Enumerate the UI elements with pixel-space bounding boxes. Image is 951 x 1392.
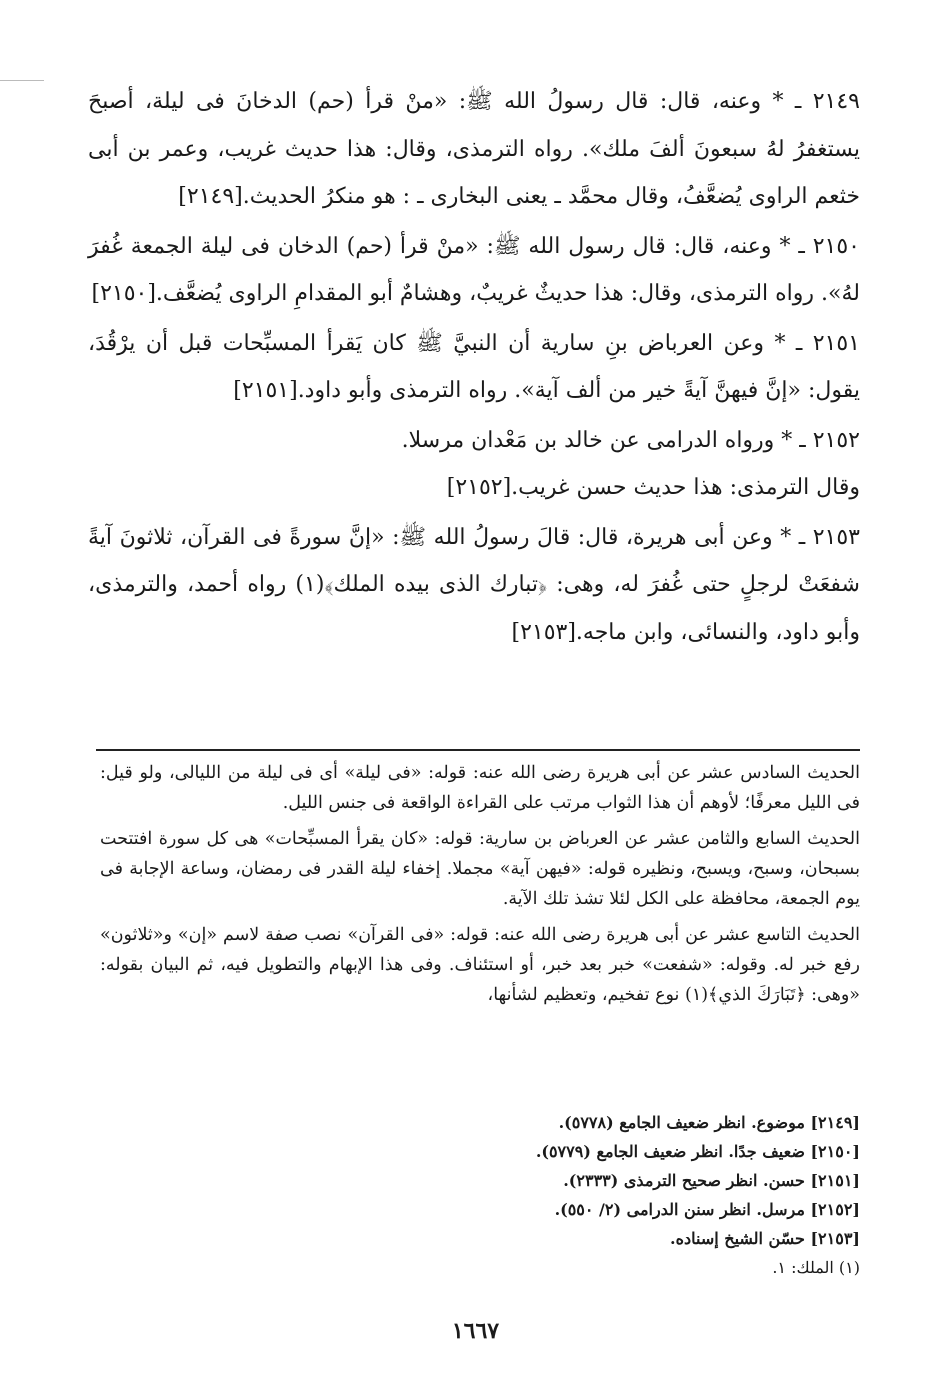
commentary-paragraph: الحديث التاسع عشر عن أبى هريرة رضى الله عنه: قوله: «فى القرآن» نصب صفة لاسم «إن» و«ثلاثون» رفع خبر له. وقوله: «شفعت» خبر بعد خبر، أو استئناف. وفى هذا الإبهام والتطويل فيه، ثم البيان بقوله: «وهى: ﴿تَبَارَكَ الذي﴾(١) نوع تفخيم، وتعظيم لشأنها، — [100, 925, 860, 1005]
footnote-2149: [٢١٤٩] موضوع. انظر ضعيف الجامع (٥٧٧٨). — [558, 1113, 860, 1132]
margin-mark — [0, 80, 44, 81]
hadith-text-block — [88, 78, 860, 658]
footnote-1: (١) الملك: ١. — [772, 1258, 860, 1277]
hadith-2150: ٢١٥٠ ـ * وعنه، قال: قال رسول الله ﷺ: «منْ قرأ (حم) الدخان فى ليلة الجمعة غُفرَ لهُ». رواه الترمذى، وقال: هذا حديثٌ غريبٌ، وهشامٌ أبو المقدامِ الراوى يُضعَّف.[٢١٥٠] — [88, 233, 860, 306]
footnote-2150: [٢١٥٠] ضعيف جدًا. انظر ضعيف الجامع (٥٧٧٩). — [535, 1142, 860, 1161]
hadith-2152: ٢١٥٢ ـ * ورواه الدرامى عن خالد بن مَعْدان مرسلا. — [401, 427, 860, 453]
commentary-paragraph: الحديث السادس عشر عن أبى هريرة رضى الله عنه: قوله: «فى ليلة» أى فى ليلة من الليالى، ولو قيل: فى الليل معرفًا؛ لأوهم أن هذا الثواب مرتب على القراءة الواقعة فى جنس الليل. — [100, 763, 860, 813]
hadith-2153: ٢١٥٣ ـ * وعن أبى هريرة، قال: قالَ رسولُ الله ﷺ: «إنَّ سورةً فى القرآن، ثلاثونَ آيةً شفعَتْ لرجلٍ حتى غُفرَ له، وهى: ﴿تبارك الذى بيده الملك﴾(١) رواه أحمد، والترمذى، وأبو داود، والنسائى، وابن ماجه.[٢١٥٣] — [88, 524, 860, 645]
hadith-2152-grading: وقال الترمذى: هذا حديث حسن غريب.[٢١٥٢] — [446, 475, 860, 500]
footnote-2153: [٢١٥٣] حسّن الشيخ إسناده. — [670, 1229, 860, 1248]
section-divider — [96, 749, 860, 751]
footnote-2152: [٢١٥٢] مرسل. انظر سنن الدرامى (٢/ ٥٥٠). — [554, 1200, 860, 1219]
commentary-paragraph: الحديث السابع والثامن عشر عن العرباض بن سارية: قوله: «كان يقرأ المسبِّحات» هى كل سورة افتتحت بسبحان، وسبح، ويسبح، ونظيره قوله: «فيهن آية» مجملا. إخفاء ليلة القدر فى رمضان، وساعة الإجابة فى يوم الجمعة، محافظة على الكل لئلا تشذ تلك الآية. — [100, 829, 860, 909]
page-number: ١٦٦٧ — [451, 1318, 500, 1344]
footnotes — [420, 1108, 860, 1282]
commentary-block — [100, 758, 860, 1016]
hadith-2151: ٢١٥١ ـ * وعن العرباض بنِ سارية أن النبيَّ ﷺ كان يَقرأ المسبِّحات قبل أن يرْقُدَ، يقول: «إنَّ فيهنَّ آيةً خير من ألف آية». رواه الترمذى وأبو داود.[٢١٥١] — [88, 330, 860, 403]
hadith-2149: ٢١٤٩ ـ * وعنه، قال: قال رسولُ الله ﷺ: «منْ قرأ (حم) الدخانَ فى ليلة، أصبحَ يستغفرُ لهُ سبعونَ ألفَ ملك». رواه الترمذى، وقال: هذا حديث غريب، وعمر بن أبى خثعم الراوى يُضعَّفُ، وقال محمَّد ـ يعنى البخارى ـ : هو منكرُ الحديث.[٢١٤٩] — [88, 89, 861, 209]
footnote-2151: [٢١٥١] حسن. انظر صحيح الترمذى (٢٣٣٣). — [563, 1171, 860, 1190]
